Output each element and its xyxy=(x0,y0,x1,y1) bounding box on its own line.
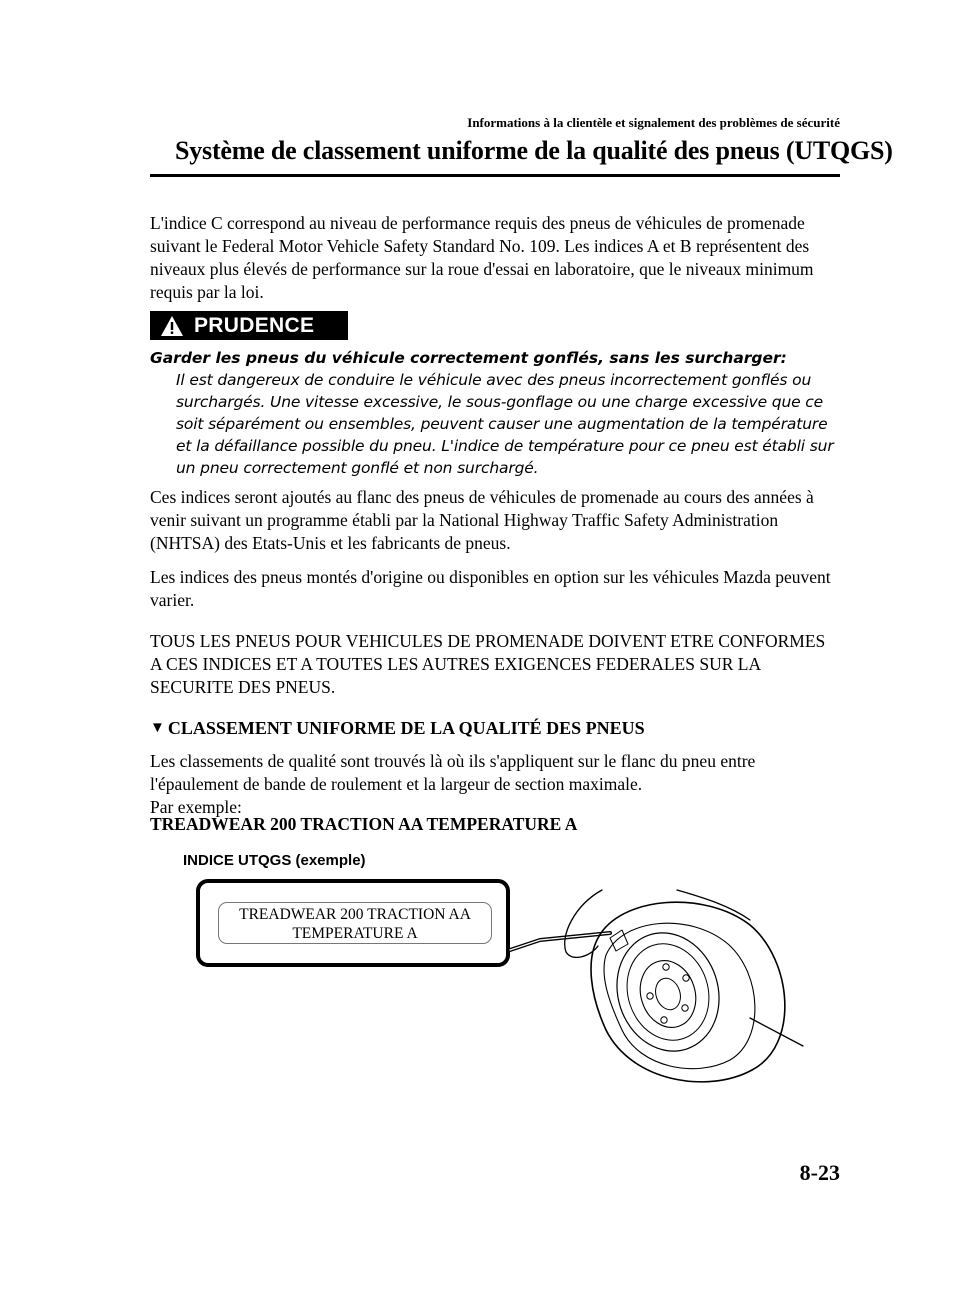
subsection-heading xyxy=(150,718,645,739)
caution-line: Il est dangereux de conduire le véhicule avec des pneus incorrectement gonflés ou xyxy=(176,371,812,389)
caution-line: soit séparément ou ensembles, peuvent causer une augmentation de la température xyxy=(176,415,828,433)
tire-illustration xyxy=(490,880,820,1095)
page-title: Système de classement uniforme de la qualité des pneus (UTQGS) xyxy=(175,136,893,165)
caution-label: PRUDENCE xyxy=(194,313,315,337)
page-number: 8-23 xyxy=(799,1160,840,1185)
callout-line-2: TEMPERATURE A xyxy=(292,925,418,942)
caution-line: surchargés. Une vitesse excessive, le sous-gonflage ou une charge excessive que ce xyxy=(176,393,824,411)
callout-line-1: TREADWEAR 200 TRACTION AA xyxy=(239,906,471,923)
paragraph-mazda: Les indices des pneus montés d'origine ou disponibles en option sur les véhicules Mazda peuvent varier. xyxy=(150,567,831,610)
subsection-title: CLASSEMENT UNIFORME DE LA QUALITÉ DES PNEUS xyxy=(167,718,645,738)
paragraph-compliance: TOUS LES PNEUS POUR VEHICULES DE PROMENADE DOIVENT ETRE CONFORMES A CES INDICES ET A TOUTES LES AUTRES EXIGENCES FEDERALES SUR LA SECURITE DES PNEUS. xyxy=(150,631,826,697)
caution-line: un pneu correctement gonflé et non surchargé. xyxy=(176,459,539,477)
title-rule xyxy=(150,174,840,177)
paragraph-calendar: Ces indices seront ajoutés au flanc des pneus de véhicules de promenade au cours des années à venir suivant un programme établi par la National Highway Traffic Safety Administration (NHTSA) des Etats-Unis et les fabricants de pneus. xyxy=(150,487,814,553)
triangle-down-icon: ▼ xyxy=(150,720,165,736)
caution-body xyxy=(176,369,856,479)
figure-caption: INDICE UTQGS (exemple) xyxy=(183,852,366,869)
paragraph-indice-c: L'indice C correspond au niveau de performance requis des pneus de véhicules de promenade suivant le Federal Motor Vehicle Safety Standard No. 109. Les indices A et B représentent des niveaux plus élevés de performance sur la roue d'essai en laboratoire, que le niveaux minimum requis par la loi. xyxy=(150,213,814,302)
location-text: Les classements de qualité sont trouvés là où ils s'appliquent sur le flanc du pneu entre l'épaulement de bande de roulement et la largeur de section maximale. xyxy=(150,751,756,794)
callout-text xyxy=(218,902,492,944)
paragraph-location xyxy=(150,750,840,819)
caution-line: et la défaillance possible du pneu. L'indice de température pour ce pneu est établi sur xyxy=(176,437,834,455)
section-label: Informations à la clientèle et signalement des problèmes de sécurité xyxy=(467,115,840,130)
caution-banner xyxy=(150,311,348,340)
example-label: Par exemple: xyxy=(150,797,242,817)
warning-icon xyxy=(150,311,194,340)
caution-heading: Garder les pneus du véhicule correctement gonflés, sans les surcharger: xyxy=(150,349,787,367)
callout-box xyxy=(196,879,510,967)
example-grades: TREADWEAR 200 TRACTION AA TEMPERATURE A xyxy=(150,814,578,834)
